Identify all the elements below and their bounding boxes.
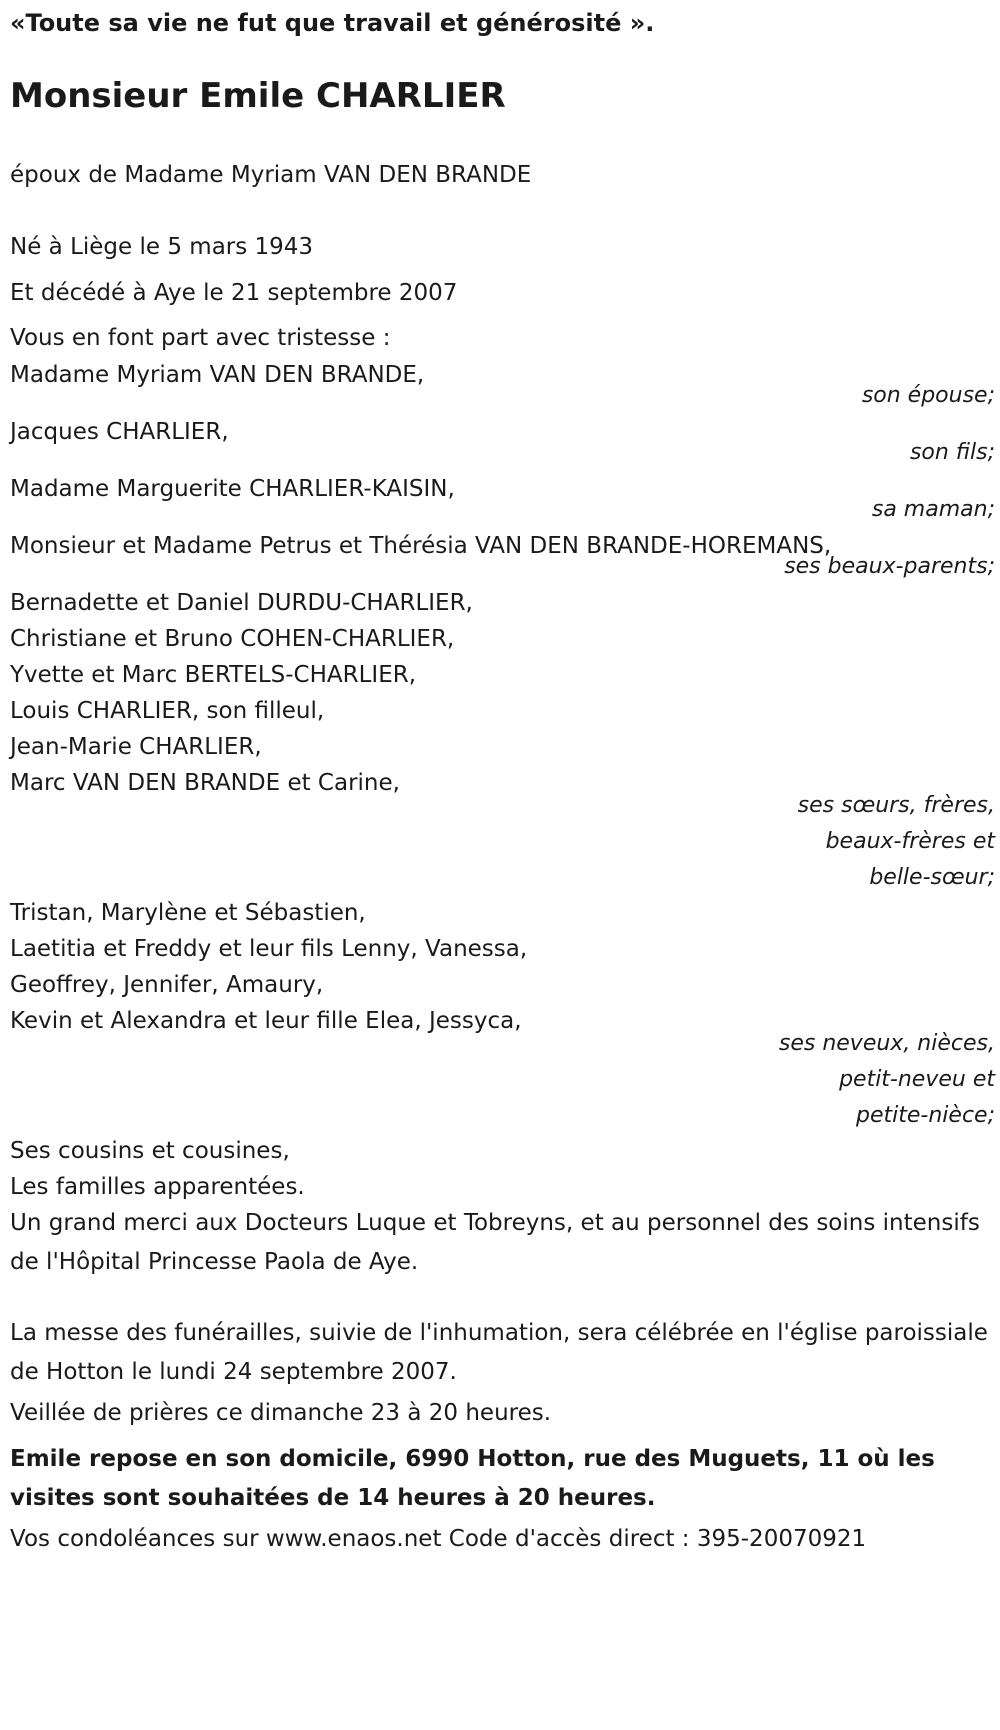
relation-siblings: ses sœurs, frères, — [797, 793, 995, 818]
relation-mother: sa maman; — [871, 497, 995, 522]
family-member-mother: Madame Marguerite CHARLIER-KAISIN, — [10, 476, 455, 502]
relation-wife: son épouse; — [861, 383, 995, 408]
vigil-line: Veillée de prières ce dimanche 23 à 20 heures. — [10, 1400, 552, 1426]
family-member-wife: Madame Myriam VAN DEN BRANDE, — [10, 362, 425, 388]
spouse-line: époux de Madame Myriam VAN DEN BRANDE — [10, 162, 532, 188]
nephew-line: Kevin et Alexandra et leur fille Elea, Jessyca, — [10, 1008, 522, 1034]
relation-inlaws: ses beaux-parents; — [784, 554, 995, 579]
thanks-paragraph: Un grand merci aux Docteurs Luque et Tobreyns, et au personnel des soins intensifs de l'Hôpital Princesse Paola de Aye. — [10, 1210, 980, 1275]
relation-nephews: ses neveux, nièces, — [778, 1031, 995, 1056]
nephew-line: Tristan, Marylène et Sébastien, — [10, 900, 366, 926]
condolences-line: Vos condoléances sur www.enaos.net Code d'accès direct : 395-20070921 — [10, 1526, 867, 1552]
families-line: Les familles apparentées. — [10, 1174, 305, 1200]
family-member-son: Jacques CHARLIER, — [10, 419, 229, 445]
relation-siblings: beaux-frères et — [825, 829, 995, 854]
cousins-line: Ses cousins et cousines, — [10, 1138, 290, 1164]
announcement-intro: Vous en font part avec tristesse : — [10, 325, 391, 351]
sibling-line: Louis CHARLIER, son filleul, — [10, 698, 325, 724]
repose-paragraph: Emile repose en son domicile, 6990 Hotton, rue des Muguets, 11 où les visites sont souhaitées de 14 heures à 20 heures. — [10, 1446, 935, 1511]
epitaph-quote: «Toute sa vie ne fut que travail et générosité ». — [10, 9, 655, 37]
deceased-name: Monsieur Emile CHARLIER — [10, 76, 506, 116]
sibling-line: Jean-Marie CHARLIER, — [10, 734, 262, 760]
sibling-line: Yvette et Marc BERTELS-CHARLIER, — [10, 662, 417, 688]
sibling-line: Marc VAN DEN BRANDE et Carine, — [10, 770, 400, 796]
relation-nephews: petite-nièce; — [856, 1103, 995, 1128]
nephew-line: Laetitia et Freddy et leur fils Lenny, Vanessa, — [10, 936, 528, 962]
funeral-paragraph: La messe des funérailles, suivie de l'inhumation, sera célébrée en l'église paroissiale de Hotton le lundi 24 septembre 2007. — [10, 1320, 988, 1385]
birth-line: Né à Liège le 5 mars 1943 — [10, 234, 314, 260]
death-line: Et décédé à Aye le 21 septembre 2007 — [10, 280, 458, 306]
sibling-line: Christiane et Bruno COHEN-CHARLIER, — [10, 626, 455, 652]
relation-siblings: belle-sœur; — [869, 865, 995, 890]
relation-nephews: petit-neveu et — [839, 1067, 995, 1092]
family-member-inlaws: Monsieur et Madame Petrus et Thérésia VAN DEN BRANDE-HOREMANS, — [10, 533, 832, 559]
sibling-line: Bernadette et Daniel DURDU-CHARLIER, — [10, 590, 473, 616]
relation-son: son fils; — [909, 440, 995, 465]
nephew-line: Geoffrey, Jennifer, Amaury, — [10, 972, 324, 998]
